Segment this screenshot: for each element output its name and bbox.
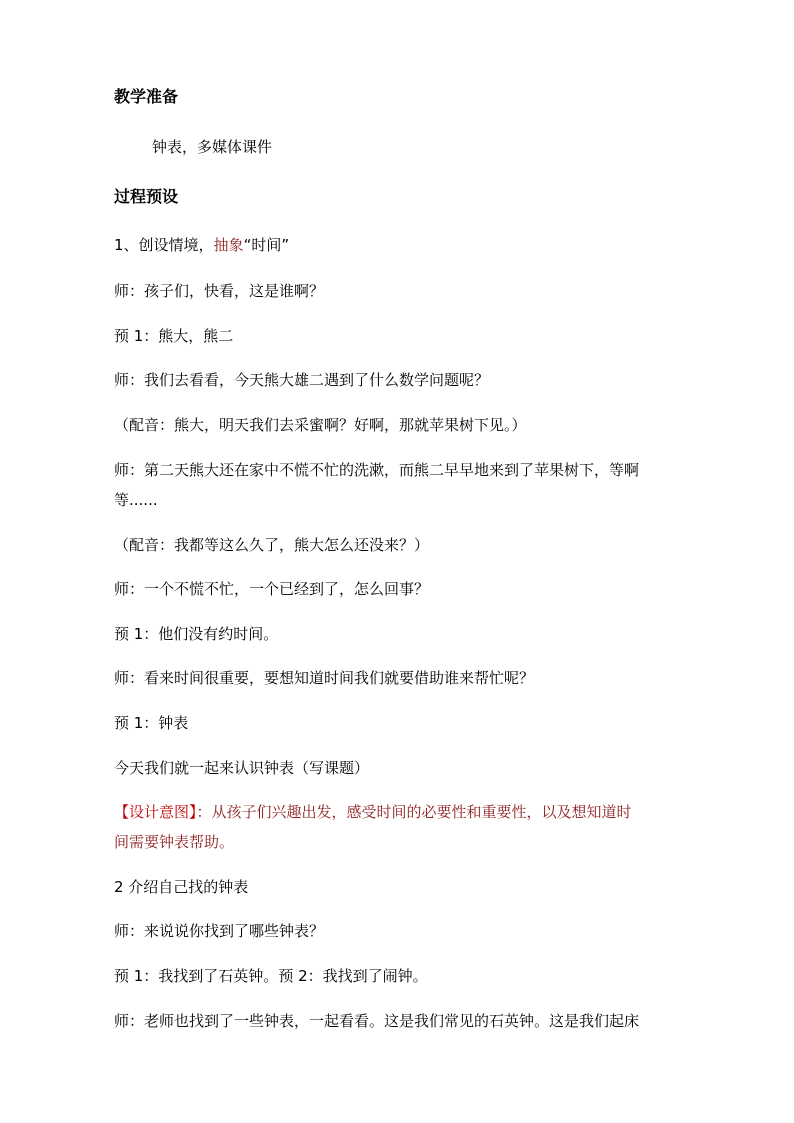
section-heading-process: 过程预设	[114, 187, 179, 206]
dialogue-line: （配音：熊大，明天我们去采蜜啊？好啊，那就苹果树下见。）	[114, 416, 527, 434]
step1-suffix: “时间”	[243, 236, 290, 254]
step2-title: 2 介绍自己找的钟表	[114, 878, 249, 896]
dialogue-line: 预 1：我找到了石英钟。预 2：我找到了闹钟。	[114, 967, 428, 985]
dialogue-line: 等......	[114, 491, 158, 509]
prep-items: 钟表，多媒体课件	[152, 138, 273, 156]
step1-title	[114, 236, 289, 254]
section-heading-prep: 教学准备	[114, 87, 179, 106]
step1-highlight: 抽象	[213, 236, 244, 254]
dialogue-line: 师：孩子们，快看，这是谁啊？	[114, 282, 325, 300]
design-intent	[114, 803, 632, 821]
dialogue-line: 师：我们去看看，今天熊大雄二遇到了什么数学问题呢？	[114, 371, 490, 389]
dialogue-line: （配音：我都等这么久了，熊大怎么还没来？）	[114, 536, 430, 554]
dialogue-line: 预 1：他们没有约时间。	[114, 625, 279, 643]
step1-prefix: 1、创设情境，	[114, 236, 214, 254]
dialogue-line: 师：看来时间很重要，要想知道时间我们就要借助谁来帮忙呢？	[114, 669, 535, 687]
dialogue-line: 预 1：熊大，熊二	[114, 327, 234, 345]
design-intent-continued: 间需要钟表帮助。	[114, 833, 235, 851]
design-intent-text: ：从孩子们兴趣出发，感受时间的必要性和重要性，以及想知道时	[196, 803, 632, 821]
dialogue-line: 师：来说说你找到了哪些钟表？	[114, 922, 325, 940]
dialogue-line: 师：第二天熊大还在家中不慌不忙的洗漱，而熊二早早地来到了苹果树下，等啊	[114, 461, 640, 479]
dialogue-line: 预 1：钟表	[114, 714, 189, 732]
design-intent-tag: 【设计意图】	[114, 803, 197, 821]
dialogue-line: 师：一个不慌不忙，一个已经到了，怎么回事？	[114, 580, 430, 598]
dialogue-line: 今天我们就一起来认识钟表（写课题）	[114, 759, 370, 777]
dialogue-line: 师：老师也找到了一些钟表，一起看看。这是我们常见的石英钟。这是我们起床	[114, 1012, 640, 1030]
